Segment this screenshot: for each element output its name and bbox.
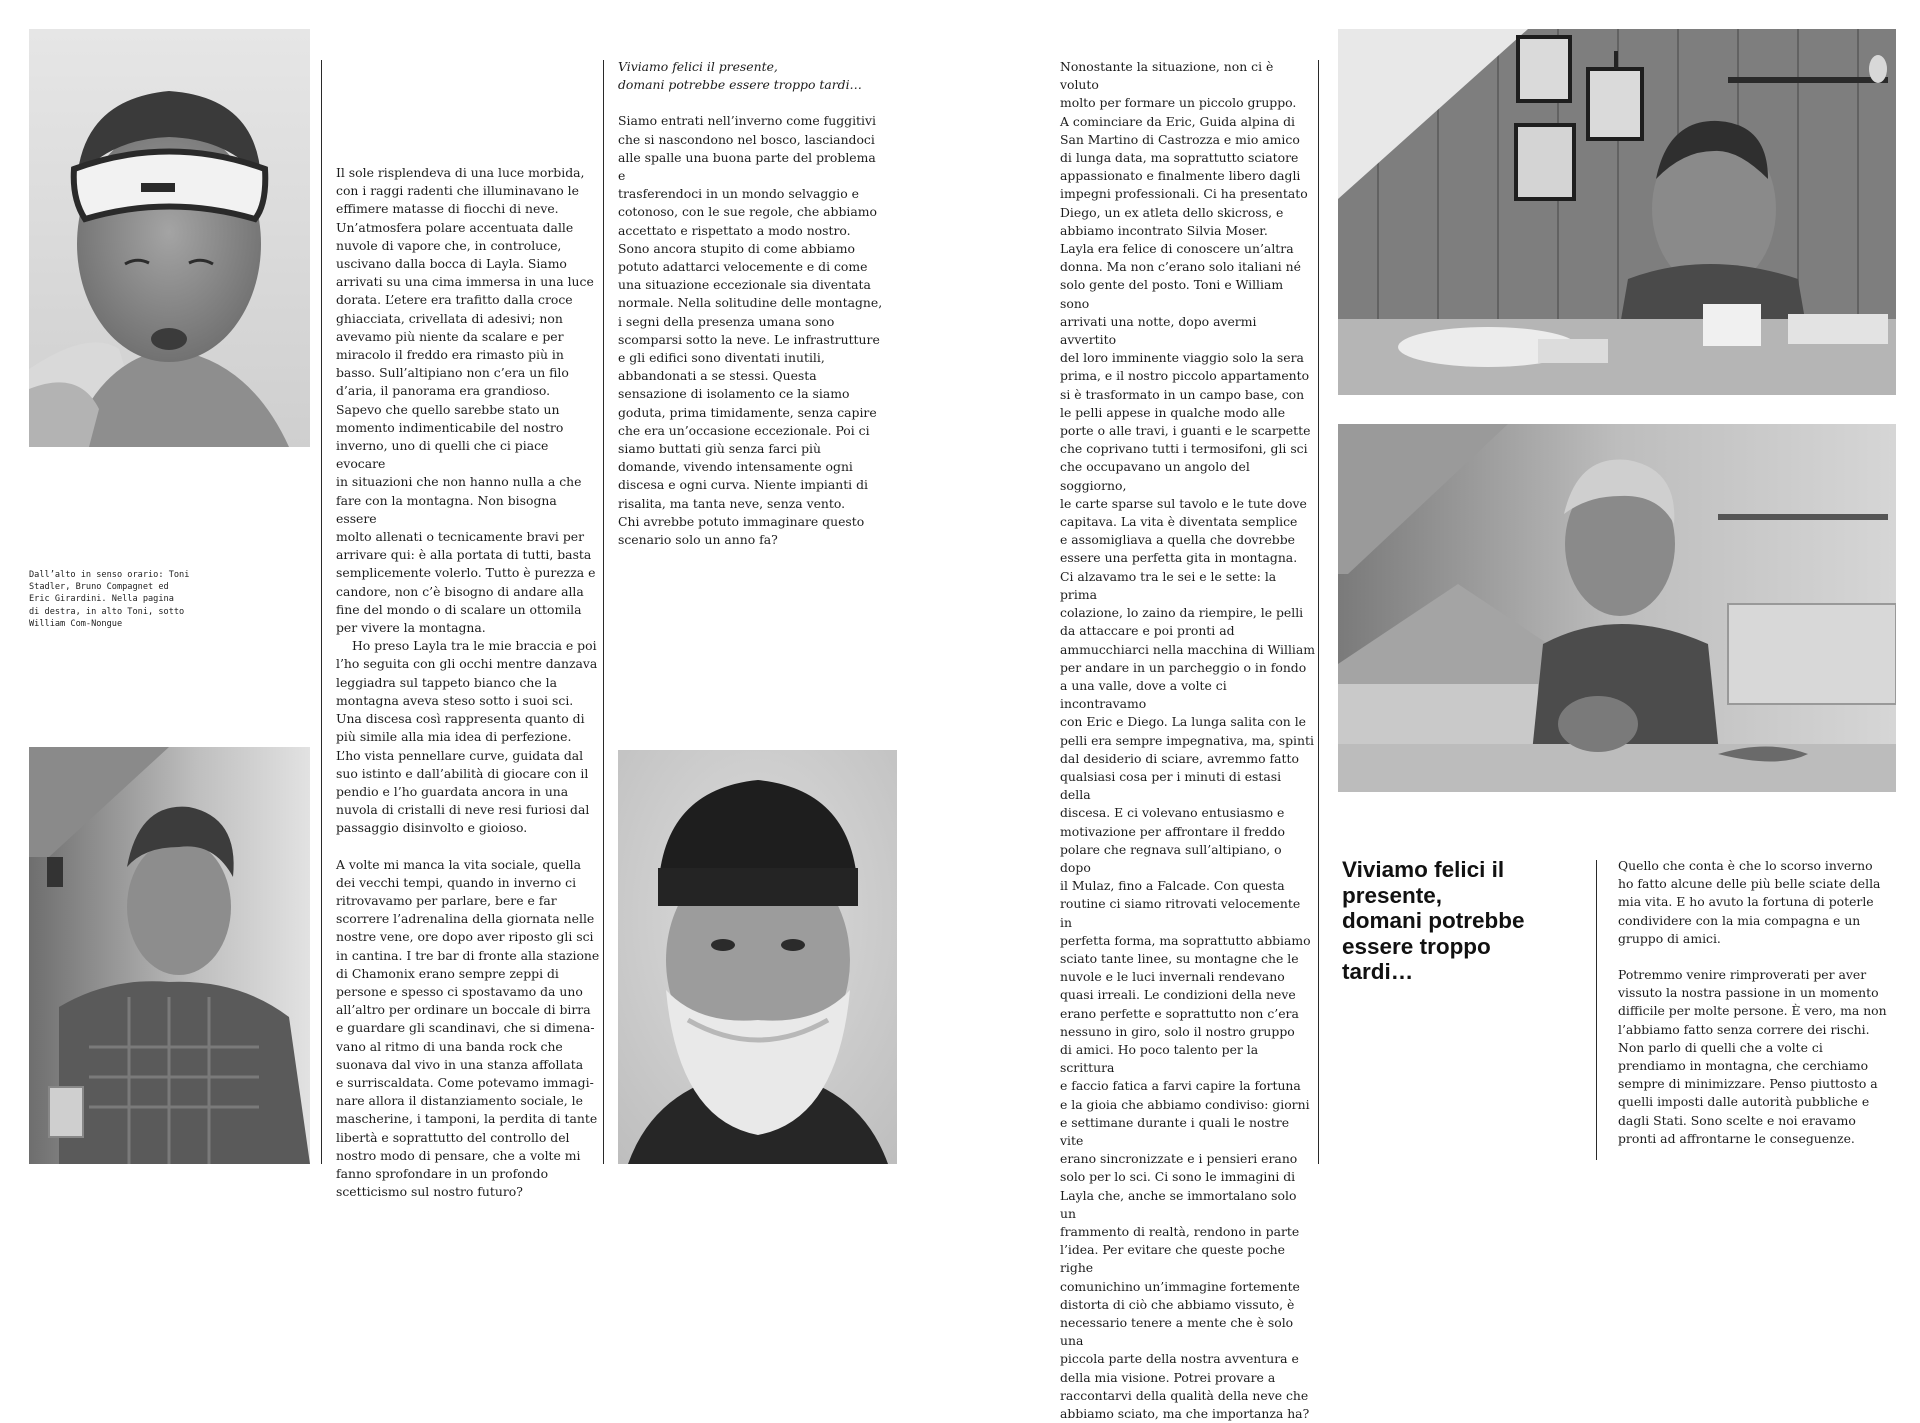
column-rule [603,60,604,1164]
intro-quote: Viviamo felici il presente, domani potrebbe essere troppo tardi… [618,59,862,93]
photo-caption: Dall’alto in senso orario: Toni Stadler, Bruno Compagnet ed Eric Girardini. Nella pagina di destra, in alto Toni, sotto William Com-Nongue [29,570,190,629]
paragraph: Siamo entrati nell’inverno come fuggitivi che si nascondono nel bosco, lasciandoci alle spalle una buona parte del problema e trasferendoci in un mondo selvaggio e cotonoso, con le sue regole, che abbiamo accettato e rispettato a modo nostro. Sono ancora stupito di come abbiamo potuto adattarci velocemente e di come una situazione eccezionale sia diventata normale. Nella solitudine delle montagne, i segni della presenza umana sono scomparsi sotto la neve. Le infrastrutture e gli edifici sono diventati inutili, abbandonati a se stessi. Questa sensazione di isolamento ce la siamo goduta, prima timidamente, senza capire che era un’occasione eccezionale. Poi ci siamo buttati giù senza farci più domande, vivendo intensamente ogni discesa e ogni curva. Niente impianti di risalita, ma tanta neve, senza vento. Chi avrebbe potuto immaginare questo scenario solo un anno fa? [618,113,883,548]
paragraph: Quello che conta è che lo scorso inverno ho fatto alcune delle più belle sciate della mia vita. E ho avuto la fortuna di poterle condividere con la mia compagna e un gruppo di amici. [1618,858,1881,946]
paragraph: Potremmo venire rimproverati per aver vissuto la nostra passione in un momento difficile per molte persone. È vero, ma non l’abbiamo fatto senza correre dei rischi. Non parlo di quelli che a volte ci prendiamo in montagna, che cerchiamo sempre di minimizzare. Penso piuttosto a quelli imposti dalle autorità pubbliche e dagli Stati. Sono scelte e noi eravamo pronti ad affrontarne le conseguenze. [1618,967,1887,1146]
paragraph: Nonostante la situazione, non ci è voluto molto per formare un piccolo gruppo. A cominciare da Eric, Guida alpina di San Martino di Castrozza e mio amico di lunga data, ma soprattutto sciatore appassionato e finalmente libero dagli impegni professionali. Ci ha presentato Diego, un ex atleta dello skicross, e abbiamo incontrato Silvia Moser. Layla era felice di conoscere un’altra donna. Ma non c’erano solo italiani né solo gente del posto. Toni e William sono arrivati una notte, dopo avermi avvertito del loro imminente viaggio solo la sera prima, e il nostro piccolo appartamento si è trasformato in un campo base, con le pelli appese in qualche modo alle porte o alle travi, i guanti e le scarpette che coprivano tutti i termosifoni, gli sci che occupavano un angolo del soggiorno, le carte sparse sul tavolo e le tute dove capitava. La vita è diventata semplice e assomigliava a quella che dovrebbe essere una perfetta gita in montagna. Ci alzavamo tra le sei e le sette: la prima colazione, lo zaino da riempire, le pelli da attaccare e poi pronti ad ammucchiarci nella macchina di William per andare in un parcheggio o in fondo a una valle, dove a volte ci incontravamo con Eric e Diego. La lunga salita con le pelli era sempre impegnativa, ma, spinti dal desiderio di sciare, avremmo fatto qualsiasi cosa per i minuti di estasi della discesa. E ci volevano entusiasmo e motivazione per affrontare il freddo polare che regnava sull’altipiano, o dopo il Mulaz, fino a Falcade. Con questa routine ci siamo ritrovati velocemente in perfetta forma, ma soprattutto abbiamo sciato tante linee, su montagne che le nuvole e le luci invernali rendevano quasi irreali. Le condizioni della neve erano perfette e soprattutto non c’era nessuno in giro, solo il nostro gruppo di amici. Ho poco talento per la scrittura e faccio fatica a farvi capire la fortuna e la gioia che abbiamo condiviso: giorni e settimane durante i quali le nostre vite erano sincronizzate e i pensieri erano solo per lo sci. Ci sono le immagini di Layla che, anche se immortalano solo un frammento di realtà, rendono in parte l’idea. Per evitare che queste poche righe comunichino un’immagine fortemente distorta di ciò che abbiamo vissuto, è necessario tenere a mente che è solo una piccola parte della nostra avventura e della mia visione. Potrei provare a raccontarvi della qualità della neve che abbiamo sciato, ma che importanza ha? [1060,59,1316,1422]
photo-skier-goggles-portrait [29,29,310,447]
photo-bearded-man-frost-portrait [618,750,897,1164]
column-rule [321,60,322,1164]
column-rule [1318,60,1319,1164]
paragraph: A volte mi manca la vita sociale, quella dei vecchi tempi, quando in inverno ci ritrovavamo per parlare, bere e far scorrere l’adrenalina della giornata nelle nostre vene, ore dopo aver riposto gli sci in cantina. I tre bar di fronte alla stazione di Chamonix erano sempre zeppi di persone e spesso ci spostavamo da uno all’altro per ordinare un boccale di birra e guardare gli scandinavi, che si dimena- vano al ritmo di una banda rock che suonava dal vivo in una stanza affollata e surriscaldata. Come potevamo immagi- nare allora il distanziamento sociale, le mascherine, i tamponi, la perdita di tante libertà e soprattutto del controllo del nostro modo di pensare, che a volte mi fanno sprofondare in un profondo scetticismo sul nostro futuro? [336,856,600,1200]
paragraph: Il sole risplendeva di una luce morbida, con i raggi radenti che illuminavano le effimere matasse di fiocchi di neve. Un’atmosfera polare accentuata dalle nuvole di vapore che, in controluce, uscivano dalla bocca di Layla. Siamo arrivati su una cima immersa in una luce dorata. L’etere era trafitto dalla croce ghiacciata, crivellata di adesivi; non avevamo più niente da scalare e per miracolo il freddo era rimasto più in basso. Sull’altipiano non c’era un filo d’aria, il panorama era grandioso. Sapevo che quello sarebbe stato un momento indimenticabile del nostro inverno, uno di quelli che ci piace evocare in situazioni che non hanno nulla a che fare con la montagna. Non bisogna essere molto allenati o tecnicamente bravi per arrivare qui: è alla portata di tutti, basta semplicemente volerlo. Tutto è purezza e candore, non c’è bisogno di andare alla fine del mondo o di scalare un ottomila per vivere la montagna. [336,165,596,636]
article-column-2 [618,58,883,549]
article-column-1 [336,164,601,1201]
paragraph: Ho preso Layla tra le mie braccia e poi l’ho seguita con gli occhi mentre danzava leggiadra sul tappeto bianco che la montagna aveva steso sotto i suoi sci. Una discesa così rappresenta quanto di più simile alla mia idea di perfezione. L’ho vista pennellare curve, guidata dal suo istinto e dall’abilità di giocare con il pendio e l’ho guardata ancora in una nuvola di cristalli di neve resi furiosi dal passaggio disinvolto e gioioso. [336,638,598,836]
column-rule [1596,860,1597,1160]
pull-quote: Viviamo felici il presente, domani potrebbe essere troppo tardi… [1342,857,1525,984]
photo-man-plaid-shirt-portrait [29,747,310,1164]
article-column-4 [1618,857,1898,1148]
article-column-3 [1060,58,1315,1423]
photo-toni-cabin-table [1338,29,1896,395]
photo-william-kitchen [1338,424,1896,792]
